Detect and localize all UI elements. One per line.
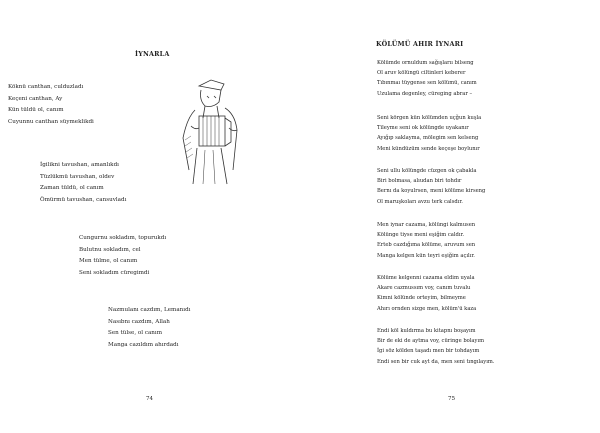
poem-line: İgilikni tavushan, amanlıkdı	[40, 162, 119, 168]
poem-line: Seni ullu kölüngde cüzgen ok çabakla	[377, 168, 477, 174]
poem-line: Bernı da koyulrsen, meni kölüme kirseng	[377, 188, 486, 195]
poem-line: Uzulama degenley, cüreging abrar –	[377, 90, 473, 97]
poem-line: Manga cazıldım ahırdadı	[108, 341, 179, 348]
poem-line: Cuyunnu canthan süymeklikdi	[8, 118, 94, 125]
poem-line: Meni kündüzüm sende keçeşe boylunır	[377, 145, 480, 152]
poem-line: Biri bolmasa, alıudan biri tohdır	[377, 178, 462, 185]
poem-line: Ömürmü tavushan, cansuvladı	[40, 196, 127, 203]
poem-line: Tüzlükmü tavushan, oldev	[40, 173, 115, 180]
stanza-2	[40, 160, 126, 206]
poem-line: Endi sen bir cuk ayt da, men seni tıngılayım.	[377, 358, 495, 365]
stanza-4	[377, 220, 475, 261]
poem-line: Akare cazmussım voy, canım tuvalu	[377, 285, 471, 292]
poem-line: Kölümde ornuldum sağışlarıı bilseng	[377, 60, 474, 66]
poem-line: Seni körgen kün kölümden uçğun kuşla	[377, 115, 482, 121]
stanza-1	[377, 58, 477, 99]
accordion-player-illustration	[169, 78, 251, 188]
poem-line: Tileyme seni ok kölüngde uyakanır	[377, 125, 469, 132]
poem-line: Kölünge tiyse meni eşiğim caldır.	[377, 232, 465, 239]
stanza-3	[377, 166, 485, 207]
stanza-4	[108, 305, 190, 351]
stanza-3	[79, 233, 166, 279]
right-page	[300, 0, 600, 433]
poem-line: Cungurnu sokladım, topurukdı	[79, 235, 167, 241]
poem-line: Erteb cazdığıma kölüme, aruvum sen	[377, 242, 476, 249]
page-number: 74	[146, 396, 154, 402]
poem-line: Bulutnu sokladım, cel	[79, 246, 141, 253]
poem-line: Kimni kölünde orteyim, bilmeyme	[377, 295, 466, 302]
poem-line: Ol aruv kölüngü ciltinleri keberer	[377, 70, 466, 77]
stanza-1	[8, 82, 94, 128]
poem-line: Ahırı ornden sizge men, kölüm'ü kaza	[377, 305, 477, 312]
poem-line: Men tülme, ol canım	[79, 258, 138, 265]
poem-line: Ol maruşkoları avzu terk calsdır.	[377, 198, 463, 205]
poem-line: Manga kelgen kün teyri eşiğim açılır.	[377, 252, 475, 259]
page-number: 75	[448, 396, 456, 402]
stanza-2	[377, 113, 481, 154]
poem-line: Seni sokladım cüregimdi	[79, 269, 150, 276]
stanza-5	[377, 273, 476, 314]
poem-title: İYNARLA	[135, 50, 170, 58]
poem-line: Tıbınmaı tüygense sen kölümü, canım	[377, 80, 477, 87]
poem-line: Zaman tüldü, ol canım	[40, 185, 104, 192]
poem-line: İgi söz kölden taşadı men bir tohdayım	[377, 348, 480, 355]
poem-title: KÖLÜMÜ AHIR İYNARI	[376, 40, 464, 48]
poem-line: Bir de eki de aytma voy, cüringe bolayım	[377, 338, 485, 345]
poem-line: Sen tülse, ol canım	[108, 330, 162, 337]
poem-line: Köknü canthan, culduzladı	[8, 84, 84, 90]
poem-line: Ayığıp saklayma, mölegim sen kelseng	[377, 135, 479, 142]
poem-line: Kün tüldü ol, canım	[8, 107, 64, 114]
poem-line: Endi köl kuldırma bu kitapnı boşayım	[377, 328, 476, 334]
stanza-6	[377, 326, 494, 367]
poem-line: Nazmulanı cazdım, Lemanıdı	[108, 307, 191, 313]
poem-line: Men iynar cazama, kölüngi kalmusen	[377, 222, 476, 228]
poem-line: Keçeni canthan, Ay	[8, 95, 63, 102]
poem-line: Nasıbnı cazdım, Allah	[108, 318, 170, 325]
poem-line: Kölüme kelgenni cazama eldim uyala	[377, 275, 475, 281]
